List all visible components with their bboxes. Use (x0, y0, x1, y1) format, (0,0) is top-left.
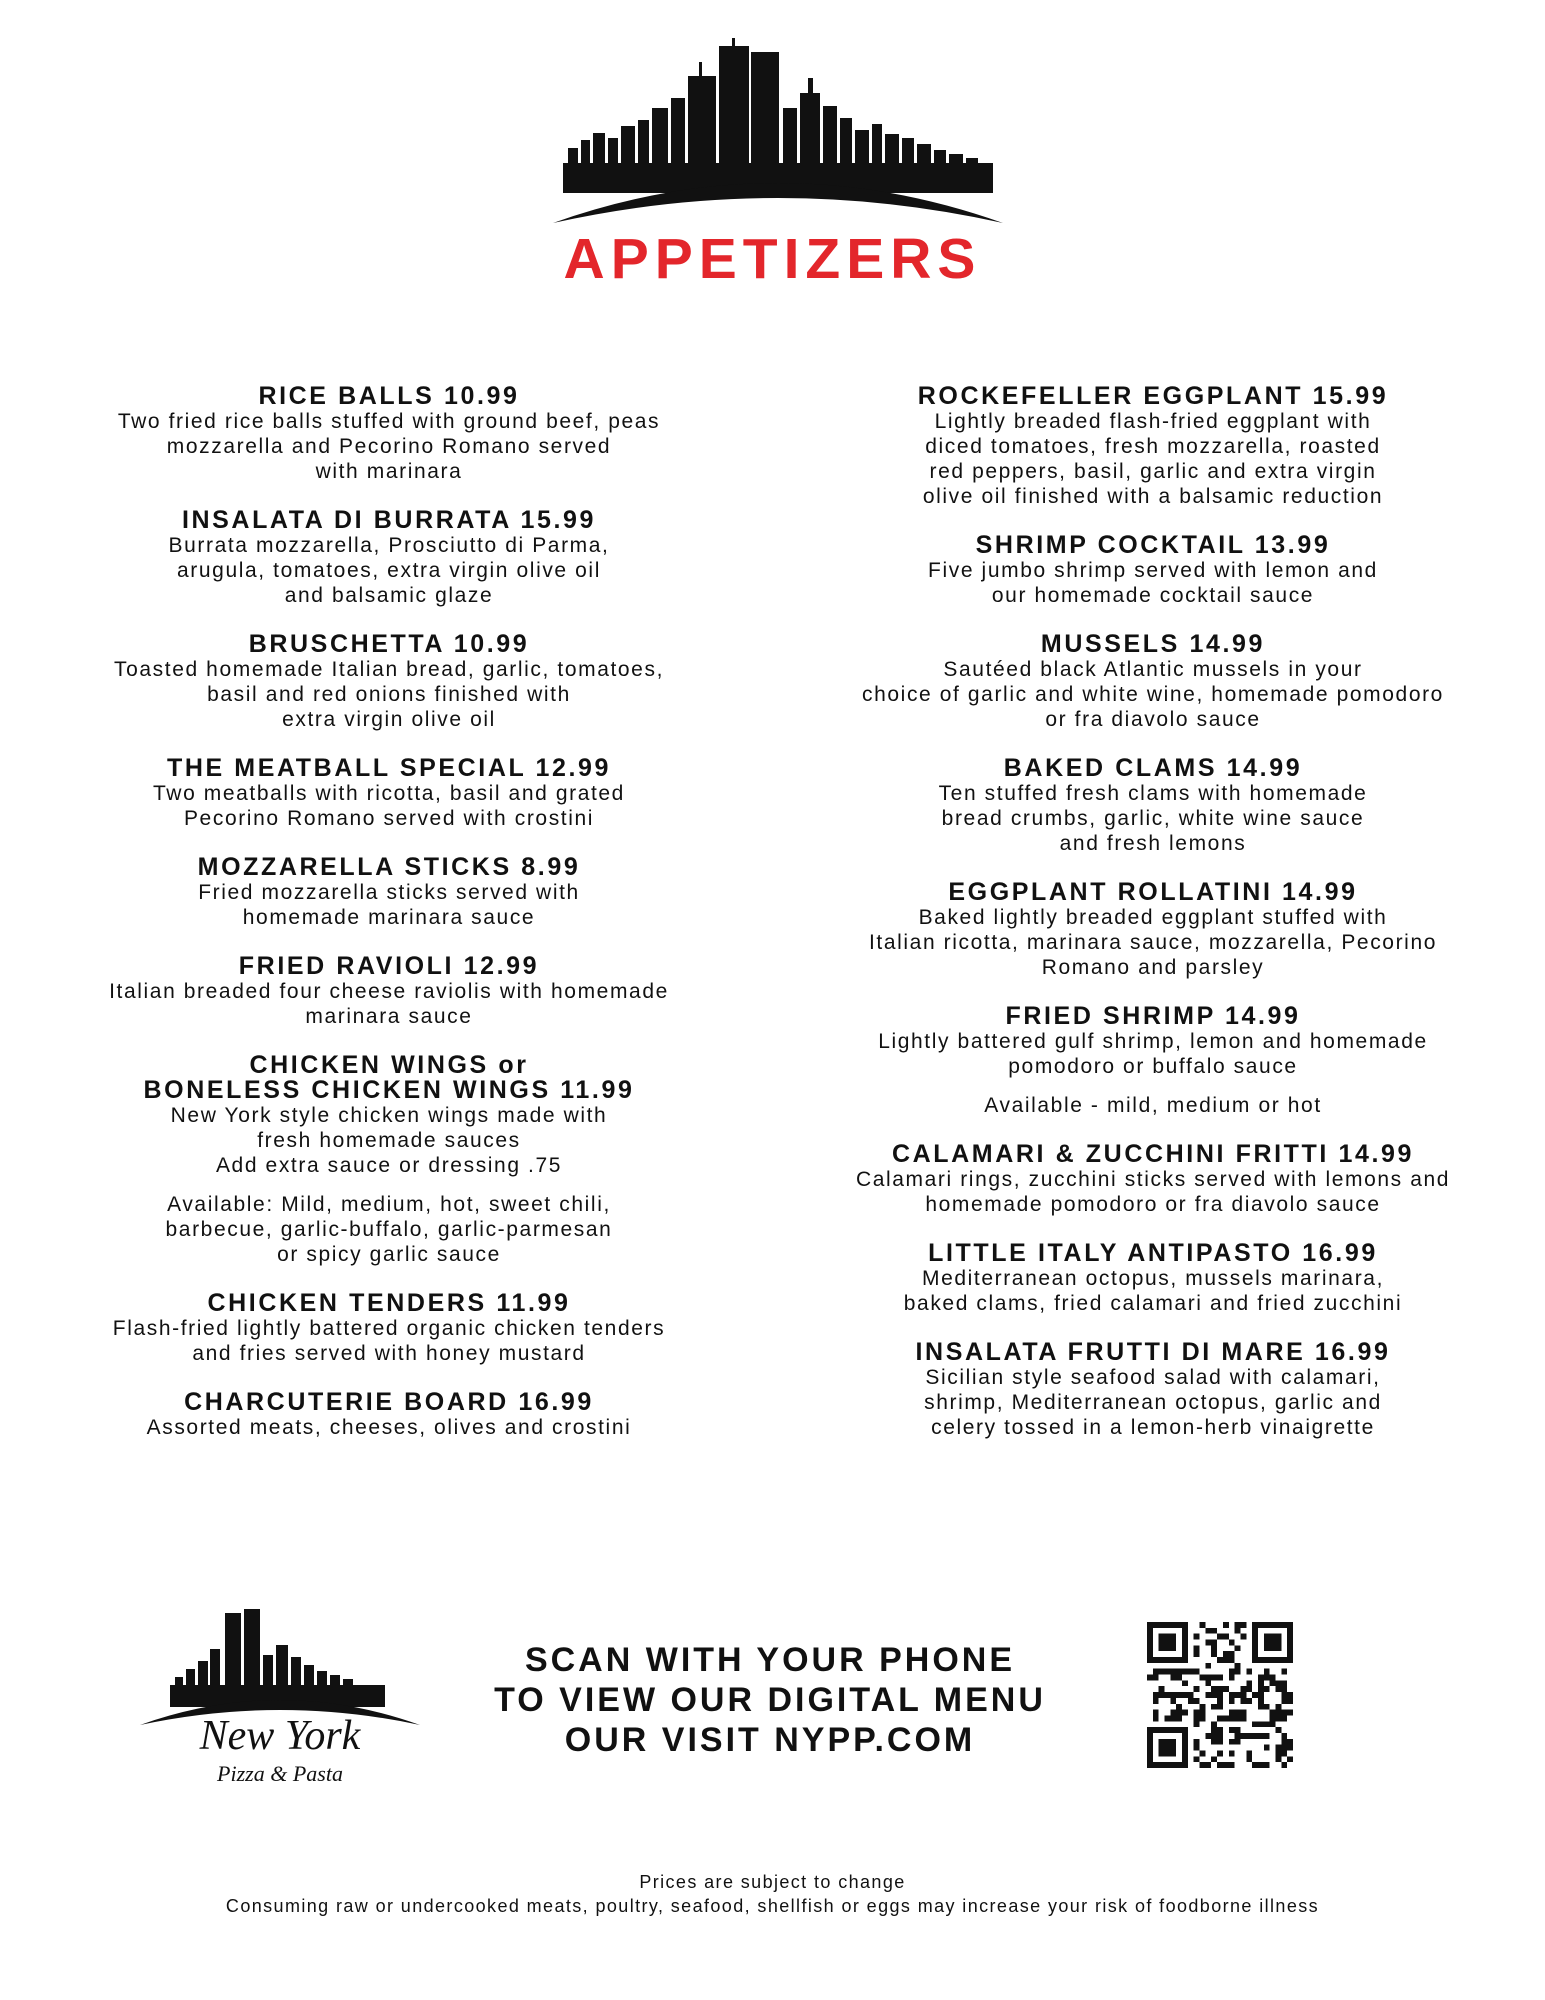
price-notice: Prices are subject to change (639, 1872, 906, 1892)
footer (0, 1870, 1545, 1918)
menu-item-description: Sicilian style seafood salad with calamari, shrimp, Mediterranean octopus, garlic and celery tossed in a lemon-herb vinaigrette (924, 1366, 1382, 1439)
menu-item-name: FRIED RAVIOLI 12.99 (238, 952, 540, 980)
menu-item-name: FRIED SHRIMP 14.99 (1005, 1002, 1301, 1030)
menu-item (813, 1004, 1493, 1118)
menu-item (813, 1142, 1493, 1217)
menu-item-name: INSALATA DI BURRATA 15.99 (181, 506, 597, 534)
menu-item (49, 632, 729, 732)
menu-item (813, 533, 1493, 608)
city-skyline-icon (553, 38, 1003, 223)
menu-item-description: Five jumbo shrimp served with lemon and our homemade cocktail sauce (928, 559, 1378, 607)
menu-item (813, 880, 1493, 980)
menu-item-description: Flash-fried lightly battered organic chicken tenders and fries served with honey mustard (112, 1317, 666, 1365)
menu-item (49, 508, 729, 608)
menu-item-description: Lightly breaded flash-fried eggplant with diced tomatoes, fresh mozzarella, roasted red peppers, basil, garlic and extra virgin olive oil finished with a balsamic reduction (922, 410, 1384, 508)
menu-item-name: THE MEATBALL SPECIAL 12.99 (166, 754, 612, 782)
menu-item-name: INSALATA FRUTTI DI MARE 16.99 (915, 1338, 1391, 1366)
menu-item-name: RICE BALLS 10.99 (258, 382, 520, 410)
menu-item-name: CHICKEN WINGS or BONELESS CHICKEN WINGS 11.99 (143, 1051, 635, 1104)
menu-item-note: Available - mild, medium or hot (984, 1094, 1322, 1117)
menu-item-name: BRUSCHETTA 10.99 (248, 630, 530, 658)
promo-line: SCAN WITH YOUR PHONE (524, 1641, 1016, 1679)
menu-item-name: MOZZARELLA STICKS 8.99 (197, 853, 581, 881)
promo-line: OUR VISIT NYPP.COM (564, 1721, 976, 1759)
menu-item-name: LITTLE ITALY ANTIPASTO 16.99 (928, 1239, 1378, 1267)
menu-item-note: Available: Mild, medium, hot, sweet chili, barbecue, garlic-buffalo, garlic-parmesan or spicy garlic sauce (165, 1193, 613, 1266)
menu-item-description: Lightly battered gulf shrimp, lemon and homemade pomodoro or buffalo sauce (878, 1030, 1428, 1078)
menu-item-description: New York style chicken wings made with fresh homemade sauces Add extra sauce or dressing .75 (170, 1104, 608, 1177)
menu-item (49, 384, 729, 484)
promo-line: TO VIEW OUR DIGITAL MENU (494, 1681, 1046, 1719)
brand-subtitle: Pizza & Pasta (217, 1761, 343, 1786)
health-warning: Consuming raw or undercooked meats, poultry, seafood, shellfish or eggs may increase your risk of foodborne illness (225, 1896, 1320, 1916)
menu-item (813, 632, 1493, 732)
menu-item (813, 1241, 1493, 1316)
menu-item-description: Burrata mozzarella, Prosciutto di Parma, arugula, tomatoes, extra virgin olive oil and balsamic glaze (168, 534, 610, 607)
menu-item-description: Toasted homemade Italian bread, garlic, tomatoes, basil and red onions finished with extra virgin olive oil (114, 658, 664, 731)
menu-item-name: ROCKEFELLER EGGPLANT 15.99 (917, 382, 1389, 410)
menu-item-name: EGGPLANT ROLLATINI 14.99 (948, 878, 1358, 906)
city-skyline-icon (140, 1605, 420, 1725)
menu-item (813, 1340, 1493, 1440)
section-title: APPETIZERS (563, 227, 982, 291)
menu-item (813, 756, 1493, 856)
qr-code-icon[interactable] (1147, 1622, 1293, 1768)
menu-column-right (813, 384, 1493, 1464)
menu-item-description: Calamari rings, zucchini sticks served with lemons and homemade pomodoro or fra diavolo sauce (855, 1168, 1451, 1216)
brand-name: New York (199, 1713, 361, 1759)
menu-item (49, 1291, 729, 1366)
menu-item-name: SHRIMP COCKTAIL 13.99 (975, 531, 1331, 559)
menu-item-description: Fried mozzarella sticks served with homemade marinara sauce (198, 881, 580, 929)
menu-item (49, 855, 729, 930)
menu-item-description: Two meatballs with ricotta, basil and grated Pecorino Romano served with crostini (153, 782, 625, 830)
menu-item-description: Italian breaded four cheese raviolis with homemade marinara sauce (109, 980, 669, 1028)
menu-item-description: Sautéed black Atlantic mussels in your choice of garlic and white wine, homemade pomodoro or fra diavolo sauce (862, 658, 1444, 731)
menu-item (49, 1390, 729, 1440)
menu-item (49, 1053, 729, 1267)
menu-column-left (49, 384, 729, 1464)
menu-item (49, 756, 729, 831)
menu-item-name: BAKED CLAMS 14.99 (1003, 754, 1303, 782)
menu-item-description: Mediterranean octopus, mussels marinara, baked clams, fried calamari and fried zucchini (903, 1267, 1403, 1315)
menu-item-description: Baked lightly breaded eggplant stuffed with Italian ricotta, marinara sauce, mozzarella, Pecorino Romano and parsley (868, 906, 1437, 979)
menu-item-description: Two fried rice balls stuffed with ground beef, peas mozzarella and Pecorino Romano served with marinara (117, 410, 661, 483)
menu-item-name: MUSSELS 14.99 (1040, 630, 1266, 658)
menu-item-description: Ten stuffed fresh clams with homemade bread crumbs, garlic, white wine sauce and fresh lemons (938, 782, 1368, 855)
menu-item-description: Assorted meats, cheeses, olives and crostini (146, 1416, 632, 1439)
menu-item-name: CHICKEN TENDERS 11.99 (207, 1289, 571, 1317)
brand-logo (140, 1605, 420, 1795)
menu-item (49, 954, 729, 1029)
menu-item-name: CALAMARI & ZUCCHINI FRITTI 14.99 (891, 1140, 1415, 1168)
digital-menu-promo (455, 1640, 1085, 1760)
menu-item-name: CHARCUTERIE BOARD 16.99 (184, 1388, 594, 1416)
menu-item (813, 384, 1493, 509)
